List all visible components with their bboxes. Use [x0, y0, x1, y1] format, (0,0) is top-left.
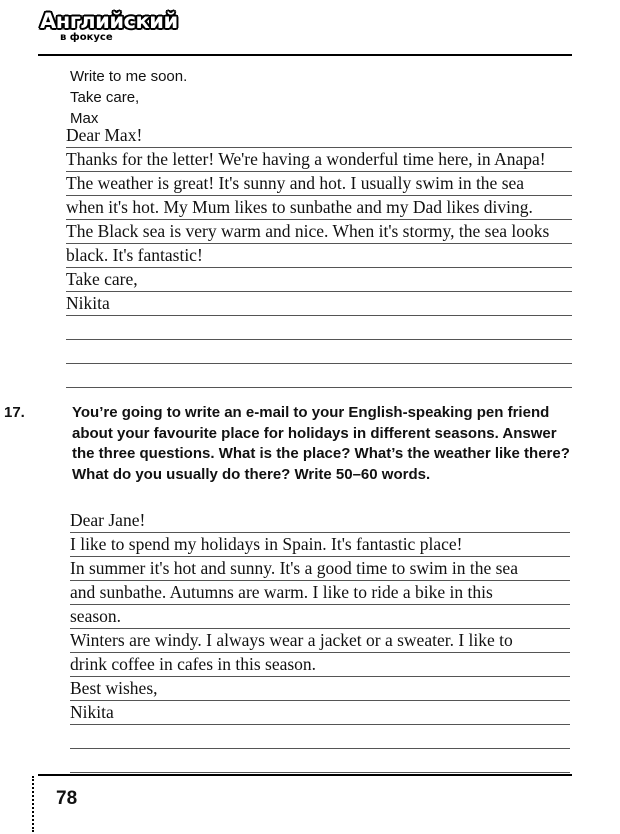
sign-off-line: Take care,: [70, 89, 140, 106]
writing-line: [70, 749, 570, 773]
writing-line: and sunbathe. Autumns are warm. I like to ride a bike in this: [70, 581, 570, 605]
series-logo: [40, 10, 178, 43]
logo-title: Английский: [40, 9, 178, 33]
sign-off-line: Write to me soon.: [70, 68, 188, 85]
footer-rule: [38, 774, 572, 776]
writing-line: Winters are windy. I always wear a jacket or a sweater. I like to: [70, 629, 570, 653]
writing-line: Best wishes,: [70, 677, 570, 701]
writing-line: The weather is great! It's sunny and hot. I usually swim in the sea: [66, 172, 572, 196]
writing-line: Nikita: [70, 701, 570, 725]
writing-line: Nikita: [66, 292, 572, 316]
page-number: 78: [56, 788, 78, 809]
margin-dots: [32, 776, 34, 832]
writing-line: [66, 364, 572, 388]
writing-line: [66, 316, 572, 340]
writing-line: In summer it's hot and sunny. It's a good time to swim in the sea: [70, 557, 570, 581]
writing-line: drink coffee in cafes in this season.: [70, 653, 570, 677]
writing-line: Dear Max!: [66, 124, 572, 148]
writing-line: The Black sea is very warm and nice. When it's stormy, the sea looks: [66, 220, 572, 244]
writing-line: Take care,: [66, 268, 572, 292]
writing-line: black. It's fantastic!: [66, 244, 572, 268]
task-17-instructions: [4, 403, 583, 485]
logo-subtitle: в фокусе: [60, 32, 113, 43]
task-text: You’re going to write an e-mail to your English-speaking pen friend about your favourite place for holidays in different seasons. Answer the three questions. What is the place? What’s the weather like there? What do you usually do there? Write 50–60 words.: [72, 404, 570, 483]
writing-line: [70, 725, 570, 749]
header-rule: [38, 54, 572, 56]
writing-line: I like to spend my holidays in Spain. It's fantastic place!: [70, 533, 570, 557]
writing-line: [66, 340, 572, 364]
sign-off-line: Max: [70, 110, 99, 127]
writing-line: when it's hot. My Mum likes to sunbathe and my Dad likes diving.: [66, 196, 572, 220]
writing-line: season.: [70, 605, 570, 629]
writing-line: Dear Jane!: [70, 509, 570, 533]
writing-line: Thanks for the letter! We're having a wonderful time here, in Anapa!: [66, 148, 572, 172]
answer-16-lines: [66, 124, 572, 388]
answer-17-lines: [70, 509, 570, 773]
task-number: 17.: [4, 404, 25, 421]
letter-sign-off: [70, 66, 187, 129]
